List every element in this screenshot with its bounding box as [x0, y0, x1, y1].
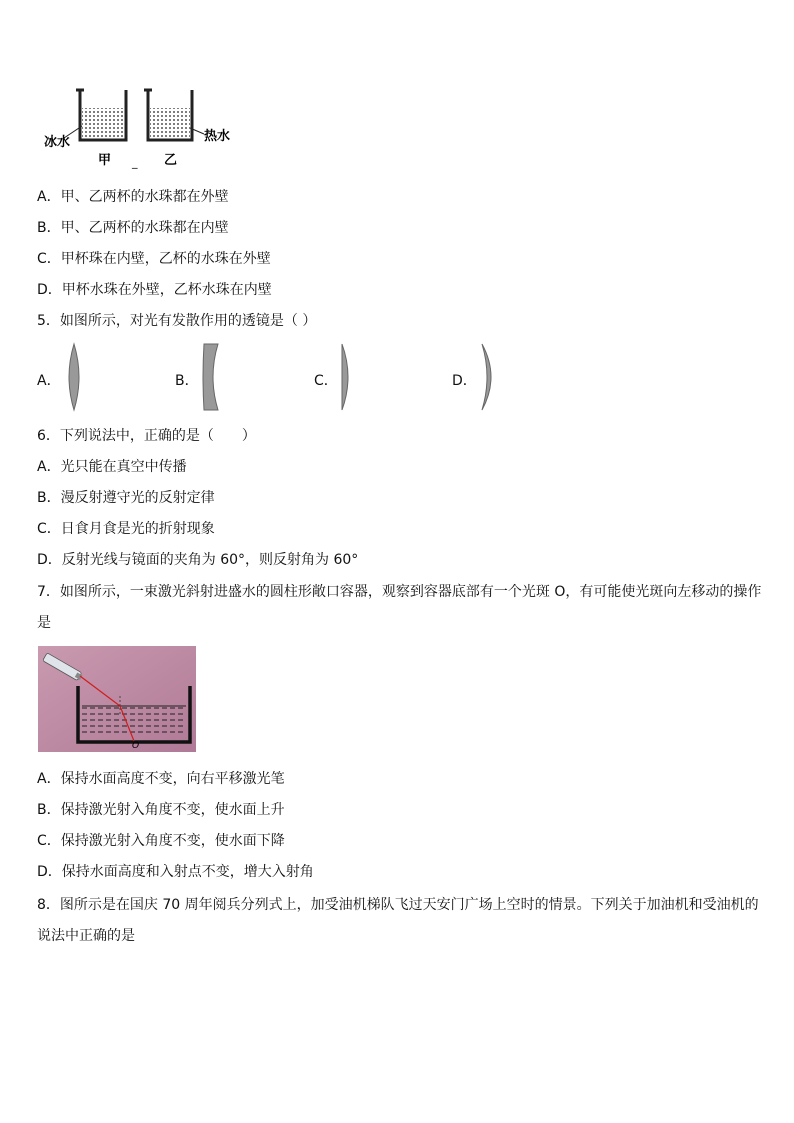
q4-option-b: B．甲、乙两杯的水珠都在内壁: [37, 220, 229, 236]
q6-option-b: B．漫反射遵守光的反射定律: [37, 490, 215, 506]
q7-option-a: A．保持水面高度不变，向右平移激光笔: [37, 771, 285, 787]
hot-water-beaker: [144, 90, 192, 140]
q5-label-d: D．: [452, 373, 477, 389]
q8-question-line1: 8．图所示是在国庆 70 周年阅兵分列式上，加受油机梯队飞过天安门广场上空时的情景。下列关于加油机和受油机的: [37, 897, 759, 913]
ice-water-beaker: [76, 90, 126, 140]
caption-mid: _: [132, 156, 138, 169]
beakers-figure: [40, 82, 240, 172]
convex-lens-a: [64, 342, 84, 412]
plano-convex-lens-c: [338, 342, 354, 412]
q6-option-d: D．反射光线与镜面的夹角为 60°，则反射角为 60°: [37, 552, 359, 568]
q4-option-c: C．甲杯珠在内壁，乙杯的水珠在外壁: [37, 251, 271, 267]
q8-question-line2: 说法中正确的是: [37, 928, 135, 944]
q6-option-c: C．日食月食是光的折射现象: [37, 521, 215, 537]
meniscus-lens-d: [478, 342, 500, 412]
spot-o-label: O: [132, 741, 140, 751]
q4-option-a: A．甲、乙两杯的水珠都在外壁: [37, 189, 229, 205]
q6-option-a: A．光只能在真空中传播: [37, 459, 187, 475]
q7-option-c: C．保持激光射入角度不变，使水面下降: [37, 833, 285, 849]
q7-option-d: D．保持水面高度和入射点不变，增大入射角: [37, 864, 314, 880]
caption-yi: 乙: [164, 153, 178, 168]
q6-question: 6．下列说法中，正确的是（ ）: [37, 428, 256, 444]
q7-question-line2: 是: [37, 615, 51, 631]
hot-water-label: 热水: [204, 129, 231, 144]
ice-water-label: 冰水: [44, 135, 71, 150]
q5-label-b: B．: [175, 373, 199, 389]
q5-label-c: C．: [314, 373, 338, 389]
q7-question-line1: 7．如图所示，一束激光斜射进盛水的圆柱形敞口容器，观察到容器底部有一个光斑 O，有可能使光斑向左移动的操作: [37, 584, 762, 600]
concave-lens-b: [200, 342, 222, 412]
q7-option-b: B．保持激光射入角度不变，使水面上升: [37, 802, 285, 818]
caption-jia: 甲: [98, 153, 112, 168]
laser-container-figure: [38, 646, 196, 752]
q5-question: 5．如图所示，对光有发散作用的透镜是（ ）: [37, 313, 317, 329]
q5-label-a: A．: [37, 373, 61, 389]
q4-option-d: D．甲杯水珠在外壁，乙杯水珠在内壁: [37, 282, 272, 298]
